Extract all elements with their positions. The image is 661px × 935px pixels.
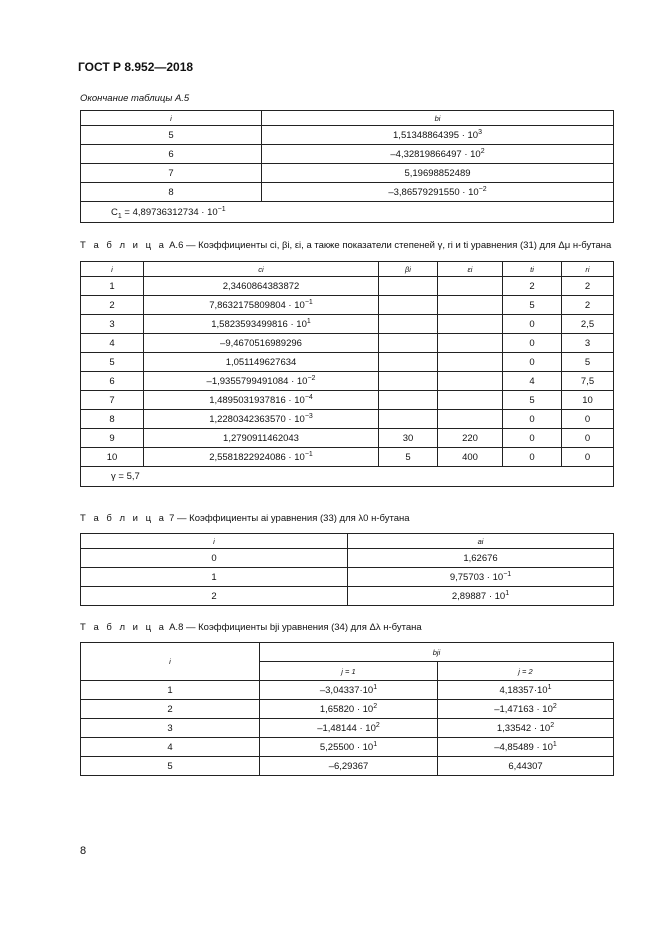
cell-c <box>144 410 379 429</box>
col-header-j2: j = 2 <box>438 662 614 681</box>
cell-r: 10 <box>562 391 614 410</box>
table-a8 <box>80 642 614 776</box>
table-row <box>81 334 614 353</box>
table-row <box>81 315 614 334</box>
mantissa: 1,62676 <box>463 552 498 564</box>
cell-c <box>144 315 379 334</box>
cell-beta <box>379 315 438 334</box>
col-header-a: ai <box>348 534 614 549</box>
col-header-eps: εi <box>438 262 503 277</box>
cell-j2 <box>438 719 614 738</box>
table-row <box>81 429 614 448</box>
exponent: −1 <box>503 570 512 578</box>
col-header-i: i <box>81 111 262 126</box>
mantissa: –6,29367 <box>328 760 369 772</box>
exponent: −1 <box>304 450 313 458</box>
exponent: −1 <box>304 298 313 306</box>
mantissa: 1,2790911462043 <box>223 432 299 444</box>
cell-b <box>262 183 614 202</box>
cell-j1 <box>260 757 438 776</box>
cell-c <box>144 429 379 448</box>
cell-r: 2 <box>562 296 614 315</box>
table-a8-caption: Т а б л и ц а А.8 — Коэффициенты bji уравнения (34) для Δλ н-бутана <box>80 622 422 633</box>
cell-eps <box>438 296 503 315</box>
cell-beta <box>379 372 438 391</box>
cell-i: 2 <box>81 296 144 315</box>
cell-t: 5 <box>503 391 562 410</box>
mantissa: –1,47163 · 10 <box>494 703 553 715</box>
col-header-c: ci <box>144 262 379 277</box>
col-header-j1: j = 1 <box>260 662 438 681</box>
table-row <box>81 126 614 145</box>
page-number: 8 <box>80 845 87 857</box>
table-row <box>81 700 614 719</box>
cell-i: 9 <box>81 429 144 448</box>
exponent: −3 <box>304 412 313 420</box>
table-a5-footer: $C_1 = 4,89736312734 \cdot 10^{-1}$ <box>81 202 614 223</box>
cell-a <box>348 549 614 568</box>
cell-eps <box>438 277 503 296</box>
exponent: 1 <box>306 317 311 325</box>
cell-j2 <box>438 757 614 776</box>
col-header-b: bi <box>262 111 614 126</box>
cell-beta <box>379 277 438 296</box>
exponent: 1 <box>373 740 378 748</box>
table-row <box>81 719 614 738</box>
cell-t: 0 <box>503 334 562 353</box>
cell-beta <box>379 296 438 315</box>
cell-j1 <box>260 719 438 738</box>
cell-i: 5 <box>81 757 260 776</box>
table-row <box>81 587 614 606</box>
cell-i: 3 <box>81 315 144 334</box>
table-row <box>81 448 614 467</box>
mantissa: 4,18357·10 <box>499 684 548 696</box>
cell-b <box>262 145 614 164</box>
exponent: 1 <box>505 589 510 597</box>
cell-i: 7 <box>81 164 262 183</box>
mantissa: 1,5823593499816 · 10 <box>211 318 307 330</box>
table-row <box>81 391 614 410</box>
col-header-b: bji <box>260 643 614 662</box>
table-row <box>81 681 614 700</box>
cell-c <box>144 391 379 410</box>
mantissa: 1,2280342363570 · 10 <box>209 413 305 425</box>
mantissa: –3,04337·10 <box>319 684 374 696</box>
mantissa: 2,3460864383872 <box>222 280 300 292</box>
exponent: 1 <box>547 683 552 691</box>
mantissa: –3,86579291550 · 10 <box>388 186 479 198</box>
cell-t: 0 <box>503 353 562 372</box>
cell-eps <box>438 372 503 391</box>
exponent: 2 <box>373 702 378 710</box>
col-header-i: i <box>81 534 348 549</box>
cell-eps <box>438 353 503 372</box>
cell-i: 5 <box>81 126 262 145</box>
table-a6-caption: Т а б л и ц а А.6 — Коэффициенты ci, βi, εi, а также показатели степеней γ, ri и ti уравнения (31) для Δμ н-бутана <box>80 240 612 251</box>
cell-r: 0 <box>562 448 614 467</box>
cell-i: 10 <box>81 448 144 467</box>
cell-eps <box>438 391 503 410</box>
cell-b <box>262 164 614 183</box>
table-a7 <box>80 533 614 606</box>
cell-beta: 5 <box>379 448 438 467</box>
mantissa: 1,65820 · 10 <box>319 703 374 715</box>
mantissa: –4,32819866497 · 10 <box>390 148 481 160</box>
cell-a <box>348 568 614 587</box>
cell-t: 5 <box>503 296 562 315</box>
mantissa: 9,75703 · 10 <box>449 571 504 583</box>
cell-t: 0 <box>503 448 562 467</box>
cell-i: 8 <box>81 183 262 202</box>
cell-j2 <box>438 681 614 700</box>
cell-j1 <box>260 738 438 757</box>
cell-r: 2,5 <box>562 315 614 334</box>
table-row <box>81 277 614 296</box>
cell-i: 1 <box>81 568 348 587</box>
cell-i: 2 <box>81 587 348 606</box>
cell-j2 <box>438 738 614 757</box>
mantissa: 5,19698852489 <box>404 167 471 179</box>
cell-i: 1 <box>81 681 260 700</box>
table-row <box>81 738 614 757</box>
exponent: −4 <box>304 393 313 401</box>
col-header-i: i <box>81 643 260 681</box>
cell-i: 6 <box>81 145 262 164</box>
cell-t: 2 <box>503 277 562 296</box>
mantissa: –4,85489 · 10 <box>494 741 553 753</box>
cell-a <box>348 587 614 606</box>
cell-t: 4 <box>503 372 562 391</box>
cell-i: 3 <box>81 719 260 738</box>
table-row <box>81 372 614 391</box>
exponent: 2 <box>550 721 555 729</box>
mantissa: 2,89887 · 10 <box>451 590 506 602</box>
cell-beta: 30 <box>379 429 438 448</box>
cell-beta <box>379 391 438 410</box>
cell-i: 4 <box>81 334 144 353</box>
cell-r: 5 <box>562 353 614 372</box>
mantissa: –1,48144 · 10 <box>317 722 376 734</box>
cell-r: 7,5 <box>562 372 614 391</box>
cell-beta <box>379 334 438 353</box>
col-header-i: i <box>81 262 144 277</box>
cell-c <box>144 372 379 391</box>
mantissa: 6,44307 <box>508 760 543 772</box>
table-row <box>81 183 614 202</box>
cell-eps <box>438 410 503 429</box>
mantissa: 1,051149627634 <box>225 356 297 368</box>
cell-c <box>144 296 379 315</box>
cell-j1 <box>260 681 438 700</box>
exponent: 3 <box>478 128 482 136</box>
table-row <box>81 145 614 164</box>
mantissa: 1,33542 · 10 <box>496 722 551 734</box>
cell-t: 0 <box>503 410 562 429</box>
cell-i: 8 <box>81 410 144 429</box>
cell-eps: 220 <box>438 429 503 448</box>
page-header: ГОСТ Р 8.952—2018 <box>78 60 194 74</box>
mantissa: –1,9355799491084 · 10 <box>206 375 308 387</box>
cell-c <box>144 277 379 296</box>
cell-i: 1 <box>81 277 144 296</box>
table-a7-caption: Т а б л и ц а 7 — Коэффициенты ai уравнения (33) для λ0 н-бутана <box>80 513 410 524</box>
cell-eps <box>438 334 503 353</box>
cell-r: 0 <box>562 410 614 429</box>
cell-t: 0 <box>503 315 562 334</box>
cell-eps <box>438 315 503 334</box>
table-row <box>81 353 614 372</box>
cell-i: 7 <box>81 391 144 410</box>
exponent: −2 <box>307 374 316 382</box>
cell-eps: 400 <box>438 448 503 467</box>
cell-i: 5 <box>81 353 144 372</box>
exponent: 1 <box>552 740 557 748</box>
cell-b <box>262 126 614 145</box>
table-row <box>81 568 614 587</box>
mantissa: 1,51348864395 · 10 <box>393 129 479 141</box>
cell-r: 3 <box>562 334 614 353</box>
cell-j2 <box>438 700 614 719</box>
col-header-beta: βi <box>379 262 438 277</box>
mantissa: –9,4670516989296 <box>220 337 302 349</box>
cell-beta <box>379 353 438 372</box>
table-row <box>81 296 614 315</box>
cell-c <box>144 448 379 467</box>
mantissa: 2,5581822924086 · 10 <box>209 451 305 463</box>
table-a5 <box>80 110 614 223</box>
cell-i: 4 <box>81 738 260 757</box>
cell-beta <box>379 410 438 429</box>
table-row <box>81 164 614 183</box>
mantissa: 7,8632175809804 · 10 <box>209 299 305 311</box>
cell-r: 0 <box>562 429 614 448</box>
cell-i: 6 <box>81 372 144 391</box>
cell-t: 0 <box>503 429 562 448</box>
table-row <box>81 410 614 429</box>
cell-r: 2 <box>562 277 614 296</box>
cell-j1 <box>260 700 438 719</box>
table-a6-footer: γ = 5,7 <box>81 467 614 487</box>
col-header-r: ri <box>562 262 614 277</box>
exponent: 2 <box>375 721 380 729</box>
cell-i: 2 <box>81 700 260 719</box>
exponent: −2 <box>478 185 487 193</box>
table-a6 <box>80 261 614 487</box>
cell-c <box>144 353 379 372</box>
table-row <box>81 549 614 568</box>
col-header-t: ti <box>503 262 562 277</box>
exponent: 1 <box>373 683 378 691</box>
table-a5-caption: Окончание таблицы А.5 <box>80 93 190 104</box>
cell-i: 0 <box>81 549 348 568</box>
cell-c <box>144 334 379 353</box>
mantissa: 5,25500 · 10 <box>319 741 374 753</box>
mantissa: 1,4895031937816 · 10 <box>209 394 305 406</box>
exponent: 2 <box>480 147 485 155</box>
table-row <box>81 757 614 776</box>
exponent: 2 <box>552 702 557 710</box>
